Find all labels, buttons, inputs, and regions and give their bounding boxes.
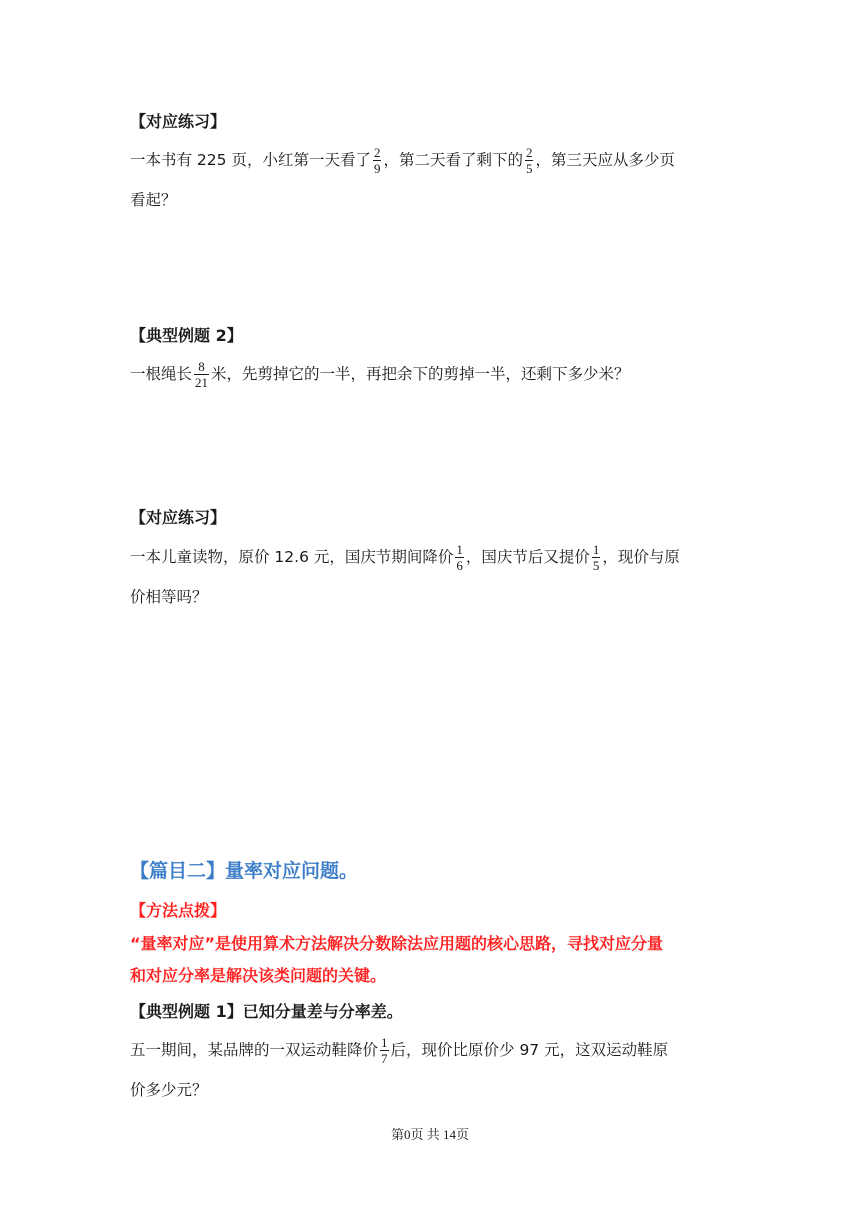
- exercise-heading: 【对应练习】: [130, 112, 227, 131]
- denominator: 6: [456, 558, 463, 573]
- numerator: 8: [198, 359, 205, 374]
- example-text: [130, 354, 740, 394]
- denominator: 5: [592, 558, 600, 573]
- text-run: ，第三天应从多少页: [535, 151, 675, 169]
- text-run: 看起？: [130, 191, 177, 209]
- text-run: ，国庆节后又提价: [465, 548, 590, 566]
- text-run: 后，现价比原价少 97 元，这双运动鞋原: [390, 1041, 669, 1059]
- exercise-text: [130, 140, 740, 220]
- fraction: [373, 145, 382, 176]
- example-heading: 【典型例题 2】: [130, 326, 243, 345]
- text-run: 五一期间，某品牌的一双运动鞋降价: [130, 1041, 379, 1059]
- fraction: [380, 1035, 389, 1066]
- fraction: [455, 542, 464, 573]
- numerator: 1: [592, 542, 600, 557]
- method-line: “量率对应”是使用算术方法解决分数除法应用题的核心思路，寻找对应分量: [130, 934, 664, 953]
- denominator: 5: [525, 161, 533, 176]
- exercise-text: [130, 537, 740, 617]
- text-run: 价多少元？: [130, 1081, 208, 1099]
- text-run: 米，先剪掉它的一半，再把余下的剪掉一半，还剩下多少米？: [211, 365, 630, 383]
- text-run: ，现价与原: [602, 548, 680, 566]
- exercise-heading: 【对应练习】: [130, 508, 227, 527]
- method-text: [130, 928, 740, 992]
- fraction: [194, 359, 209, 390]
- text-run: 一本书有 225 页，小红第一天看了: [130, 151, 371, 169]
- text-run: 一根绳长: [130, 365, 193, 383]
- fraction: [525, 145, 534, 176]
- text-run: ，第二天看了剩下的: [383, 151, 523, 169]
- numerator: 2: [525, 145, 533, 160]
- numerator: 1: [381, 1035, 388, 1050]
- section-title: 【篇目二】量率对应问题。: [130, 860, 359, 882]
- fraction: [592, 542, 601, 573]
- denominator: 21: [195, 375, 209, 390]
- method-heading: 【方法点拨】: [130, 901, 227, 920]
- denominator: 9: [373, 161, 381, 176]
- text-run: 价相等吗？: [130, 588, 208, 606]
- denominator: 7: [381, 1051, 388, 1066]
- example-text: [130, 1030, 740, 1110]
- text-run: 一本儿童读物，原价 12.6 元，国庆节期间降价: [130, 548, 454, 566]
- page-footer: 第0页 共 14页: [390, 1127, 469, 1142]
- method-line: 和对应分率是解决该类问题的关键。: [130, 966, 387, 985]
- numerator: 2: [373, 145, 381, 160]
- numerator: 1: [456, 542, 463, 557]
- example-heading: 【典型例题 1】已知分量差与分率差。: [130, 1002, 403, 1021]
